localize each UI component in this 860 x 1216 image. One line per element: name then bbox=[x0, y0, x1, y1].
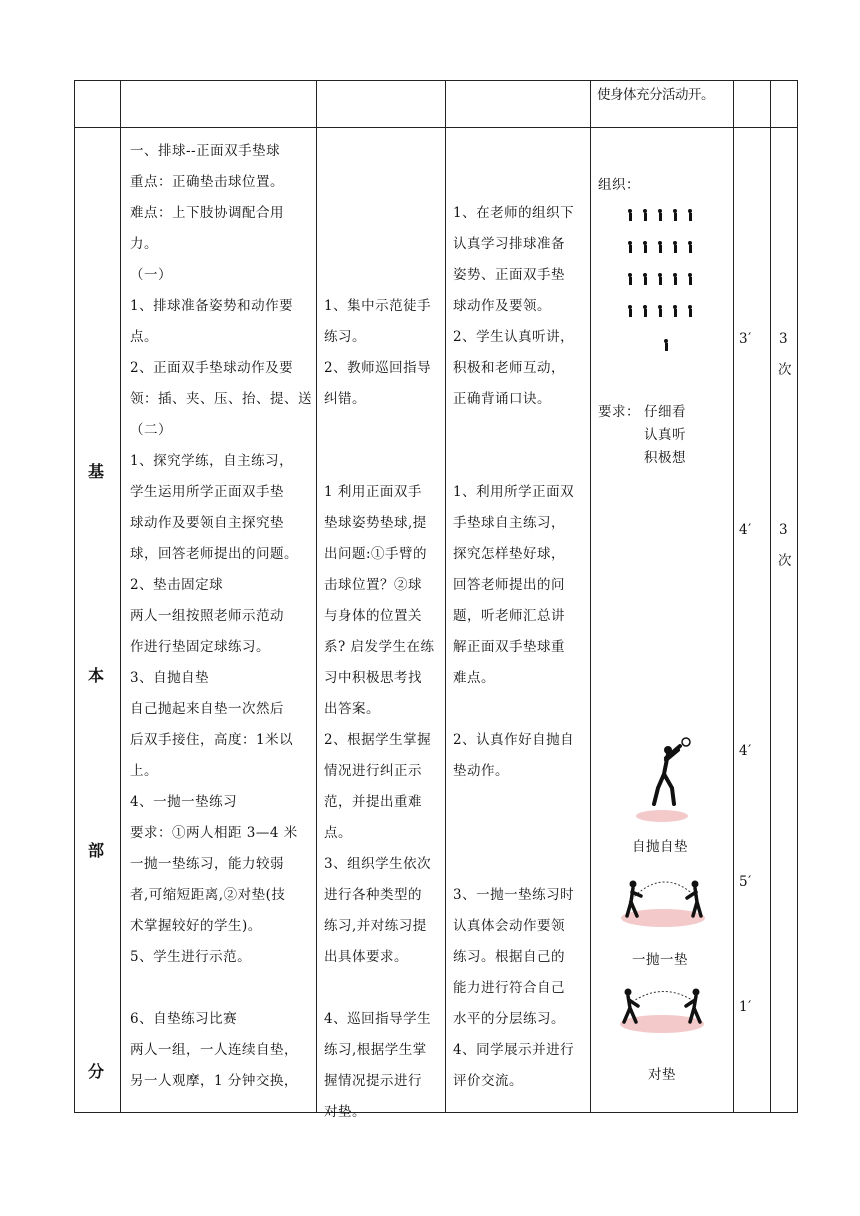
content-line: 5、学生进行示范。 bbox=[130, 949, 252, 965]
student-line bbox=[453, 787, 589, 818]
student-figure-icon bbox=[643, 241, 647, 253]
student-line: 评价交流。 bbox=[453, 1073, 523, 1089]
time-value: 4′ bbox=[739, 522, 752, 538]
pair-pass-illustration bbox=[612, 978, 712, 1036]
requirement-item: 仔细看 bbox=[644, 404, 686, 420]
student-figure-icon bbox=[688, 209, 692, 221]
teacher-line: 进行各种类型的 bbox=[324, 887, 422, 903]
student-line bbox=[453, 849, 589, 880]
student-line: 垫动作。 bbox=[453, 763, 509, 779]
content-line: （二） bbox=[130, 422, 172, 438]
content-line: 力。 bbox=[130, 236, 158, 252]
student-figure-icon bbox=[673, 273, 677, 285]
content-line: 术掌握较好的学生)。 bbox=[130, 918, 262, 934]
column-divider bbox=[445, 80, 446, 1113]
student-figure-icon bbox=[643, 305, 647, 317]
student-line: 能力进行符合自己 bbox=[453, 980, 565, 996]
teacher-line: 练习,并对练习提 bbox=[324, 918, 427, 934]
content-line: 3、自抛自垫 bbox=[130, 670, 210, 686]
content-line: （一） bbox=[130, 267, 172, 283]
teacher-line: 情况进行纠正示 bbox=[324, 763, 422, 779]
teacher-activity-column bbox=[324, 136, 444, 1128]
teacher-line: 2、根据学生掌握 bbox=[324, 732, 432, 748]
student-line: 水平的分层练习。 bbox=[453, 1011, 565, 1027]
teacher-line: 对垫。 bbox=[324, 1104, 366, 1120]
student-figure-icon bbox=[628, 241, 632, 253]
column-divider bbox=[120, 80, 121, 1113]
student-line: 认真体会动作要领 bbox=[453, 918, 565, 934]
row-divider bbox=[74, 127, 798, 128]
student-activity-column bbox=[453, 136, 589, 1097]
content-line: 者,可缩短距离,②对垫(技 bbox=[130, 887, 286, 903]
content-line: 后双手接住，高度：1米以 bbox=[130, 732, 294, 748]
student-line: 手垫球自主练习， bbox=[453, 515, 565, 531]
teacher-line bbox=[324, 229, 444, 260]
content-line: 球，回答老师提出的问题。 bbox=[130, 546, 298, 562]
student-line: 解正面双手垫球重 bbox=[453, 639, 565, 655]
student-figure-icon bbox=[688, 241, 692, 253]
teacher-line: 1 利用正面双手 bbox=[324, 484, 422, 500]
count-unit: 次 bbox=[778, 362, 792, 378]
student-figure-icon bbox=[688, 305, 692, 317]
organization-label: 组织： bbox=[598, 177, 640, 193]
teacher-line bbox=[324, 167, 444, 198]
teacher-line: 范，并提出重难 bbox=[324, 794, 422, 810]
content-line bbox=[130, 973, 314, 1004]
student-line: 正确背诵口诀。 bbox=[453, 391, 551, 407]
time-value: 3′ bbox=[739, 331, 752, 347]
content-column bbox=[130, 136, 314, 1097]
teacher-line: 2、教师巡回指导 bbox=[324, 360, 432, 376]
count-number: 3 bbox=[779, 331, 789, 347]
teacher-figure-icon bbox=[664, 339, 668, 351]
content-line: 两人一组，一人连续自垫， bbox=[130, 1042, 298, 1058]
student-figure-icon bbox=[688, 273, 692, 285]
column-divider bbox=[316, 80, 317, 1113]
content-line: 领：插、夹、压、抬、提、送 bbox=[130, 391, 312, 407]
content-line: 自己抛起来自垫一次然后 bbox=[130, 701, 284, 717]
teacher-line: 习中积极思考找 bbox=[324, 670, 422, 686]
student-line: 题，听老师汇总讲 bbox=[453, 608, 565, 624]
table-right-border bbox=[797, 80, 798, 1113]
student-line: 3、一抛一垫练习时 bbox=[453, 887, 575, 903]
column-divider bbox=[590, 80, 591, 1113]
student-line bbox=[453, 818, 589, 849]
content-line: 重点：正确垫击球位置。 bbox=[130, 174, 284, 190]
teacher-line bbox=[324, 136, 444, 167]
student-line: 难点。 bbox=[453, 670, 495, 686]
student-line: 认真学习排球准备 bbox=[453, 236, 565, 252]
content-line: 球动作及要领自主探究垫 bbox=[130, 515, 284, 531]
student-figure-icon bbox=[658, 241, 662, 253]
student-line bbox=[453, 446, 589, 477]
teacher-line bbox=[324, 198, 444, 229]
time-value: 1′ bbox=[739, 999, 752, 1015]
student-figure-icon bbox=[673, 241, 677, 253]
section-label-char: 分 bbox=[88, 1062, 105, 1081]
content-line: 两人一组按照老师示范动 bbox=[130, 608, 284, 624]
student-line: 2、学生认真听讲， bbox=[453, 329, 575, 345]
teacher-line: 出问题:①手臂的 bbox=[324, 546, 428, 562]
student-figure-icon bbox=[643, 209, 647, 221]
teacher-line: 3、组织学生依次 bbox=[324, 856, 432, 872]
student-line: 姿势、正面双手垫 bbox=[453, 267, 565, 283]
content-line: 6、自垫练习比赛 bbox=[130, 1011, 238, 1027]
illustration-caption: 一抛一垫 bbox=[632, 952, 688, 968]
count-unit: 次 bbox=[778, 553, 792, 569]
teacher-line bbox=[324, 446, 444, 477]
content-line: 作进行垫固定球练习。 bbox=[130, 639, 270, 655]
teacher-line: 击球位置？②球 bbox=[324, 577, 422, 593]
teacher-line: 纠错。 bbox=[324, 391, 366, 407]
content-line: 4、一抛一垫练习 bbox=[130, 794, 238, 810]
content-line: 点。 bbox=[130, 329, 158, 345]
teacher-line: 出具体要求。 bbox=[324, 949, 408, 965]
time-value: 4′ bbox=[739, 743, 752, 759]
student-figure-icon bbox=[628, 273, 632, 285]
teacher-line: 练习,根据学生掌 bbox=[324, 1042, 427, 1058]
student-line bbox=[453, 136, 589, 167]
teacher-line: 1、集中示范徒手 bbox=[324, 298, 432, 314]
teacher-line: 垫球姿势垫球,提 bbox=[324, 515, 427, 531]
requirements-label: 要求： bbox=[598, 404, 640, 420]
count-number: 3 bbox=[779, 522, 789, 538]
student-line: 练习。根据自己的 bbox=[453, 949, 565, 965]
content-line: 另一人观摩，1 分钟交换， bbox=[130, 1073, 298, 1089]
formation-diagram bbox=[620, 205, 710, 355]
student-figure-icon bbox=[673, 305, 677, 317]
student-figure-icon bbox=[658, 273, 662, 285]
student-figure-icon bbox=[643, 273, 647, 285]
student-line: 球动作及要领。 bbox=[453, 298, 551, 314]
student-line bbox=[453, 167, 589, 198]
content-line: 学生运用所学正面双手垫 bbox=[130, 484, 284, 500]
teacher-line: 4、巡回指导学生 bbox=[324, 1011, 432, 1027]
content-line: 1、探究学练，自主练习， bbox=[130, 453, 294, 469]
student-line bbox=[453, 415, 589, 446]
student-figure-icon bbox=[628, 305, 632, 317]
table-left-border bbox=[74, 80, 75, 1113]
student-line: 2、认真作好自抛自 bbox=[453, 732, 575, 748]
section-label-char: 本 bbox=[88, 666, 105, 685]
section-label-char: 基 bbox=[88, 462, 105, 481]
teacher-line: 与身体的位置关 bbox=[324, 608, 422, 624]
content-line: 1、排球准备姿势和动作要 bbox=[130, 298, 294, 314]
requirement-item: 认真听 bbox=[644, 427, 686, 443]
content-line: 2、正面双手垫球动作及要 bbox=[130, 360, 294, 376]
toss-pass-illustration bbox=[613, 868, 713, 930]
teacher-line: 系? 启发学生在练 bbox=[324, 639, 435, 655]
student-line: 探究怎样垫好球， bbox=[453, 546, 565, 562]
student-figure-icon bbox=[673, 209, 677, 221]
student-figure-icon bbox=[658, 305, 662, 317]
teacher-line: 点。 bbox=[324, 825, 352, 841]
illustration-caption: 自抛自垫 bbox=[632, 839, 688, 855]
student-line: 4、同学展示并进行 bbox=[453, 1042, 575, 1058]
requirement-item: 积极想 bbox=[644, 450, 686, 466]
content-line: 一抛一垫练习，能力较弱 bbox=[130, 856, 284, 872]
self-toss-illustration bbox=[628, 730, 708, 830]
content-line: 难点：上下肢协调配合用 bbox=[130, 205, 284, 221]
student-figure-icon bbox=[628, 209, 632, 221]
teacher-line bbox=[324, 973, 444, 1004]
teacher-line: 练习。 bbox=[324, 329, 366, 345]
student-line bbox=[453, 694, 589, 725]
content-line: 上。 bbox=[130, 763, 158, 779]
column-divider bbox=[733, 80, 734, 1113]
teacher-line: 握情况提示进行 bbox=[324, 1073, 422, 1089]
content-line: 要求：①两人相距 3—4 米 bbox=[130, 825, 298, 841]
student-line: 积极和老师互动， bbox=[453, 360, 565, 376]
time-value: 5′ bbox=[739, 874, 752, 890]
student-figure-icon bbox=[658, 209, 662, 221]
teacher-line bbox=[324, 415, 444, 446]
top-row-note: 使身体充分活动开。 bbox=[597, 87, 714, 103]
teacher-line: 出答案。 bbox=[324, 701, 380, 717]
column-divider bbox=[770, 80, 771, 1113]
student-line: 回答老师提出的问 bbox=[453, 577, 565, 593]
content-line: 2、垫击固定球 bbox=[130, 577, 224, 593]
illustration-caption: 对垫 bbox=[648, 1067, 676, 1083]
student-line: 1、在老师的组织下 bbox=[453, 205, 575, 221]
student-line: 1、利用所学正面双 bbox=[453, 484, 575, 500]
section-label-char: 部 bbox=[88, 841, 105, 860]
teacher-line bbox=[324, 260, 444, 291]
content-line: 一、排球--正面双手垫球 bbox=[130, 143, 281, 159]
